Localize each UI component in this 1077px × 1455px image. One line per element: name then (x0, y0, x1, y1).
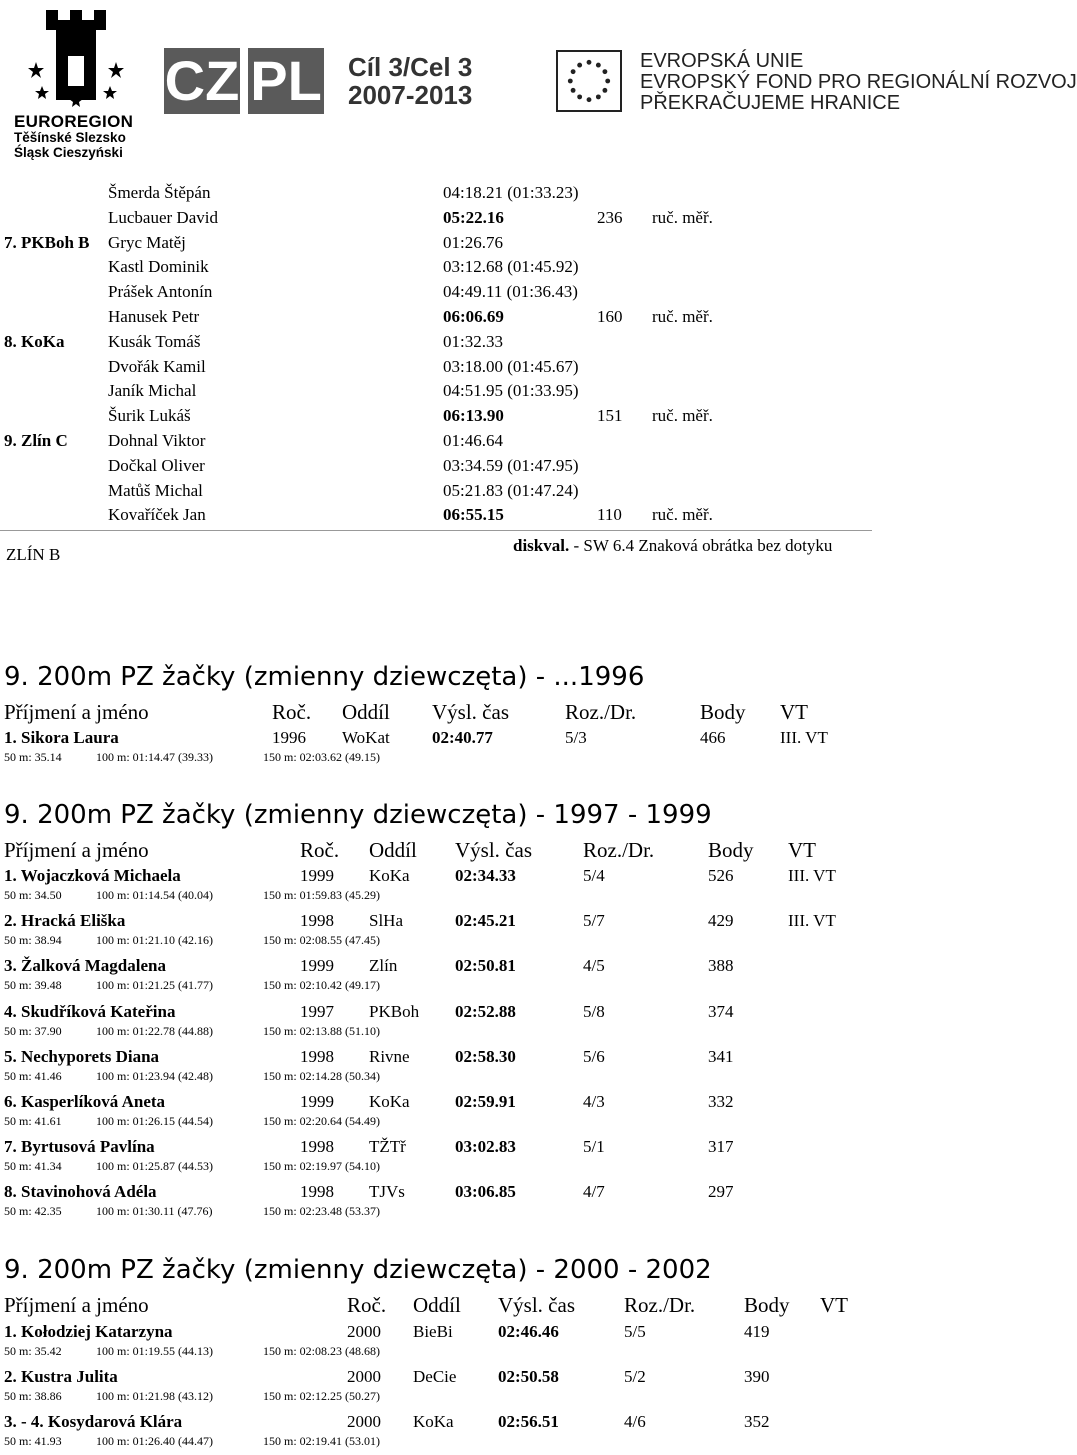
split-50m: 50 m: 41.46 (4, 1068, 62, 1083)
result-name: 3. Žalková Magdalena (4, 956, 166, 976)
section-title: 9. 200m PZ žačky (zmienny dziewczęta) - 2000 - 2002 (4, 1255, 712, 1285)
split-50m: 50 m: 35.14 (4, 750, 62, 764)
result-year: 2000 (347, 1367, 381, 1387)
result-club: Zlín (369, 956, 398, 976)
result-name: 1. Wojaczková Michaela (4, 866, 181, 885)
split-50m: 50 m: 37.90 (4, 1023, 62, 1038)
relay-swimmer-name: Dohnal Viktor (108, 431, 206, 450)
result-class: III. VT (788, 866, 836, 885)
result-heat: 4/3 (583, 1092, 605, 1111)
relay-swimmer-name: Prášek Antonín (108, 282, 213, 302)
cz-logo: CZ (164, 49, 240, 112)
split-100m: 100 m: 01:25.87 (44.53) (96, 1159, 213, 1174)
relay-time: 04:49.11 (01:36.43) (443, 282, 578, 302)
result-club: TŽTř (369, 1137, 406, 1157)
result-time: 02:58.30 (455, 1046, 516, 1066)
split-50m: 50 m: 35.42 (4, 1344, 62, 1358)
relay-team: 8. KoKa (4, 331, 65, 351)
split-50m: 50 m: 39.48 (4, 978, 62, 993)
relay-swimmer-name: Lucbauer David (108, 207, 218, 227)
eu-motto-text: PŘEKRAČUJEME HRANICE (640, 92, 901, 114)
col-header-time: Výsl. čas (432, 700, 509, 724)
relay-time: 05:22.16 (443, 207, 504, 227)
split-50m: 50 m: 41.34 (4, 1159, 62, 1174)
result-year: 1999 (300, 866, 334, 885)
split-50m: 50 m: 41.61 (4, 1114, 62, 1128)
result-club: SlHa (369, 911, 403, 931)
col-header-year: Roč. (347, 1293, 387, 1317)
relay-time: 03:18.00 (01:45.67) (443, 356, 579, 376)
split-100m: 100 m: 01:26.15 (44.54) (96, 1114, 213, 1128)
result-points: 526 (708, 866, 734, 885)
relay-team: 9. Zlín C (4, 431, 68, 450)
result-heat: 5/7 (583, 911, 605, 931)
result-time: 02:50.58 (498, 1367, 559, 1387)
relay-swimmer-name: Dvořák Kamil (108, 356, 206, 376)
col-header-class: VT (780, 700, 808, 724)
result-club: DeCie (413, 1367, 457, 1387)
col-header-year: Roč. (272, 700, 312, 724)
result-club: BieBi (413, 1322, 453, 1341)
eu-flag-icon (556, 50, 622, 112)
split-100m: 100 m: 01:14.47 (39.33) (96, 750, 213, 764)
result-name: 6. Kasperlíková Aneta (4, 1092, 166, 1111)
dq-team: ZLÍN B (6, 545, 61, 564)
col-header-club: Oddíl (413, 1293, 461, 1317)
eu-union-text: EVROPSKÁ UNIE (640, 50, 804, 72)
result-heat: 4/5 (583, 956, 605, 976)
col-header-name: Příjmení a jméno (4, 838, 149, 862)
result-club: TJVs (369, 1182, 405, 1202)
result-year: 1997 (300, 1001, 334, 1021)
section-title: 9. 200m PZ žačky (zmienny dziewczęta) - 1997 - 1999 (4, 800, 712, 830)
result-time: 02:56.51 (498, 1412, 559, 1432)
euroregion-subtitle-pl: Śląsk Cieszyński (14, 145, 123, 160)
result-heat: 4/7 (583, 1182, 605, 1202)
relay-time: 01:32.33 (443, 331, 503, 351)
relay-time: 03:34.59 (01:47.95) (443, 455, 579, 475)
relay-points: 160 (597, 307, 623, 326)
result-club: KoKa (369, 1092, 410, 1111)
result-year: 1999 (300, 956, 334, 976)
relay-swimmer-name: Šmerda Štěpán (108, 183, 211, 202)
relay-swimmer-name: Kovaříček Jan (108, 505, 206, 525)
result-time: 03:06.85 (455, 1182, 516, 1202)
result-name: 1. Sikora Laura (4, 728, 119, 747)
split-100m: 100 m: 01:21.98 (43.12) (96, 1389, 213, 1404)
relay-time: 06:06.69 (443, 307, 504, 326)
result-heat: 5/6 (583, 1046, 605, 1066)
col-header-name: Příjmení a jméno (4, 1293, 149, 1317)
col-header-points: Body (744, 1293, 790, 1317)
relay-points: 151 (597, 406, 623, 426)
col-header-club: Oddíl (369, 838, 417, 862)
result-time: 02:46.46 (498, 1322, 559, 1341)
result-heat: 5/8 (583, 1001, 605, 1021)
split-150m: 150 m: 02:13.88 (51.10) (263, 1023, 380, 1038)
relay-time: 04:18.21 (01:33.23) (443, 183, 579, 202)
relay-time: 06:55.15 (443, 505, 504, 525)
result-year: 1999 (300, 1092, 334, 1111)
result-time: 02:34.33 (455, 866, 516, 885)
relay-swimmer-name: Hanusek Petr (108, 307, 200, 326)
relay-note: ruč. měř. (652, 406, 713, 426)
dq-reason: - SW 6.4 Znaková obrátka bez dotyku (569, 536, 833, 555)
col-header-class: VT (788, 838, 816, 862)
split-50m: 50 m: 38.86 (4, 1389, 62, 1404)
relay-time: 01:26.76 (443, 232, 503, 252)
result-club: Rivne (369, 1046, 410, 1066)
result-points: 332 (708, 1092, 734, 1111)
col-header-points: Body (700, 700, 746, 724)
section-title: 9. 200m PZ žačky (zmienny dziewczęta) - ...1996 (4, 662, 645, 692)
result-time: 02:52.88 (455, 1001, 516, 1021)
result-time: 02:50.81 (455, 956, 516, 976)
result-class: III. VT (788, 911, 836, 931)
dq-note (513, 535, 833, 557)
split-100m: 100 m: 01:26.40 (44.47) (96, 1434, 213, 1449)
relay-swimmer-name: Kastl Dominik (108, 257, 209, 277)
relay-note: ruč. měř. (652, 307, 713, 326)
result-points: 429 (708, 911, 734, 931)
euroregion-logo-text: EUROREGION (14, 112, 134, 131)
result-year: 1998 (300, 1137, 334, 1157)
program-years: 2007-2013 (348, 80, 473, 110)
result-points: 419 (744, 1322, 770, 1341)
col-header-split: Roz./Dr. (624, 1293, 696, 1317)
result-heat: 5/3 (565, 728, 587, 747)
result-year: 2000 (347, 1412, 381, 1432)
eu-fund-text: EVROPSKÝ FOND PRO REGIONÁLNÍ ROZVOJ (640, 71, 1077, 93)
split-150m: 150 m: 02:20.64 (54.49) (263, 1114, 380, 1128)
relay-swimmer-name: Šurik Lukáš (108, 406, 191, 426)
split-100m: 100 m: 01:21.10 (42.16) (96, 933, 213, 948)
split-150m: 150 m: 02:19.97 (54.10) (263, 1159, 380, 1174)
split-150m: 150 m: 02:12.25 (50.27) (263, 1389, 380, 1404)
relay-time: 01:46.64 (443, 431, 503, 450)
split-100m: 100 m: 01:21.25 (41.77) (96, 978, 213, 993)
result-heat: 4/6 (624, 1412, 646, 1432)
result-points: 466 (700, 728, 726, 747)
result-year: 1998 (300, 911, 334, 931)
result-heat: 5/5 (624, 1322, 646, 1341)
result-name: 7. Byrtusová Pavlína (4, 1137, 155, 1157)
relay-time: 06:13.90 (443, 406, 504, 426)
split-100m: 100 m: 01:14.54 (40.04) (96, 888, 213, 902)
split-150m: 150 m: 02:19.41 (53.01) (263, 1434, 380, 1449)
split-100m: 100 m: 01:19.55 (44.13) (96, 1344, 213, 1358)
col-header-club: Oddíl (342, 700, 390, 724)
result-time: 02:40.77 (432, 728, 493, 747)
result-points: 317 (708, 1137, 734, 1157)
result-heat: 5/4 (583, 866, 605, 885)
relay-points: 236 (597, 207, 623, 227)
result-points: 341 (708, 1046, 734, 1066)
relay-swimmer-name: Gryc Matěj (108, 232, 186, 252)
result-heat: 5/2 (624, 1367, 646, 1387)
dq-label: diskval. (513, 536, 570, 555)
relay-time: 03:12.68 (01:45.92) (443, 257, 579, 277)
pl-logo: PL (248, 48, 324, 114)
result-points: 390 (744, 1367, 770, 1387)
result-name: 2. Kustra Julita (4, 1367, 118, 1387)
program-title: Cíl 3/Cel 3 (348, 52, 473, 82)
relay-swimmer-name: Matůš Michal (108, 480, 203, 500)
col-header-time: Výsl. čas (455, 838, 532, 862)
relay-note: ruč. měř. (652, 505, 713, 525)
relay-swimmer-name: Janík Michal (108, 381, 197, 401)
split-150m: 150 m: 01:59.83 (45.29) (263, 888, 380, 902)
result-name: 3. - 4. Kosydarová Klára (4, 1412, 183, 1432)
result-club: KoKa (413, 1412, 454, 1432)
result-points: 374 (708, 1001, 734, 1021)
result-year: 2000 (347, 1322, 381, 1341)
split-50m: 50 m: 34.50 (4, 888, 62, 902)
col-header-split: Roz./Dr. (583, 838, 655, 862)
result-time: 03:02.83 (455, 1137, 516, 1157)
euroregion-subtitle-cz: Těšínské Slezsko (14, 130, 126, 145)
split-100m: 100 m: 01:30.11 (47.76) (96, 1204, 213, 1219)
split-150m: 150 m: 02:08.23 (48.68) (263, 1344, 380, 1358)
relay-points: 110 (597, 505, 622, 525)
relay-note: ruč. měř. (652, 207, 713, 227)
result-name: 2. Hracká Eliška (4, 911, 126, 931)
col-header-time: Výsl. čas (498, 1293, 575, 1317)
result-heat: 5/1 (583, 1137, 605, 1157)
result-name: 1. Kołodziej Katarzyna (4, 1322, 173, 1341)
col-header-year: Roč. (300, 838, 340, 862)
result-year: 1996 (272, 728, 306, 747)
col-header-class: VT (820, 1293, 848, 1317)
split-150m: 150 m: 02:14.28 (50.34) (263, 1068, 380, 1083)
result-club: KoKa (369, 866, 410, 885)
result-name: 4. Skudříková Kateřina (4, 1001, 176, 1021)
relay-time: 04:51.95 (01:33.95) (443, 381, 579, 401)
split-100m: 100 m: 01:23.94 (42.48) (96, 1068, 213, 1083)
relay-time: 05:21.83 (01:47.24) (443, 480, 579, 500)
split-150m: 150 m: 02:10.42 (49.17) (263, 978, 380, 993)
result-time: 02:59.91 (455, 1092, 516, 1111)
result-club: WoKat (342, 728, 390, 747)
result-year: 1998 (300, 1046, 334, 1066)
result-points: 297 (708, 1182, 734, 1202)
result-time: 02:45.21 (455, 911, 516, 931)
divider (0, 530, 872, 531)
col-header-split: Roz./Dr. (565, 700, 637, 724)
split-50m: 50 m: 42.35 (4, 1204, 62, 1219)
result-name: 8. Stavinohová Adéla (4, 1182, 157, 1202)
split-150m: 150 m: 02:08.55 (47.45) (263, 933, 380, 948)
result-points: 388 (708, 956, 734, 976)
relay-swimmer-name: Dočkal Oliver (108, 455, 205, 475)
split-50m: 50 m: 41.93 (4, 1434, 62, 1449)
relay-swimmer-name: Kusák Tomáš (108, 331, 201, 351)
relay-team: 7. PKBoh B (4, 232, 90, 252)
split-50m: 50 m: 38.94 (4, 933, 62, 948)
split-100m: 100 m: 01:22.78 (44.88) (96, 1023, 213, 1038)
euroregion-tower-logo (28, 6, 124, 110)
split-150m: 150 m: 02:03.62 (49.15) (263, 750, 380, 764)
result-club: PKBoh (369, 1001, 420, 1021)
split-150m: 150 m: 02:23.48 (53.37) (263, 1204, 380, 1219)
result-year: 1998 (300, 1182, 334, 1202)
col-header-points: Body (708, 838, 754, 862)
result-class: III. VT (780, 728, 828, 747)
result-points: 352 (744, 1412, 770, 1432)
result-name: 5. Nechyporets Diana (4, 1046, 160, 1066)
col-header-name: Příjmení a jméno (4, 700, 149, 724)
